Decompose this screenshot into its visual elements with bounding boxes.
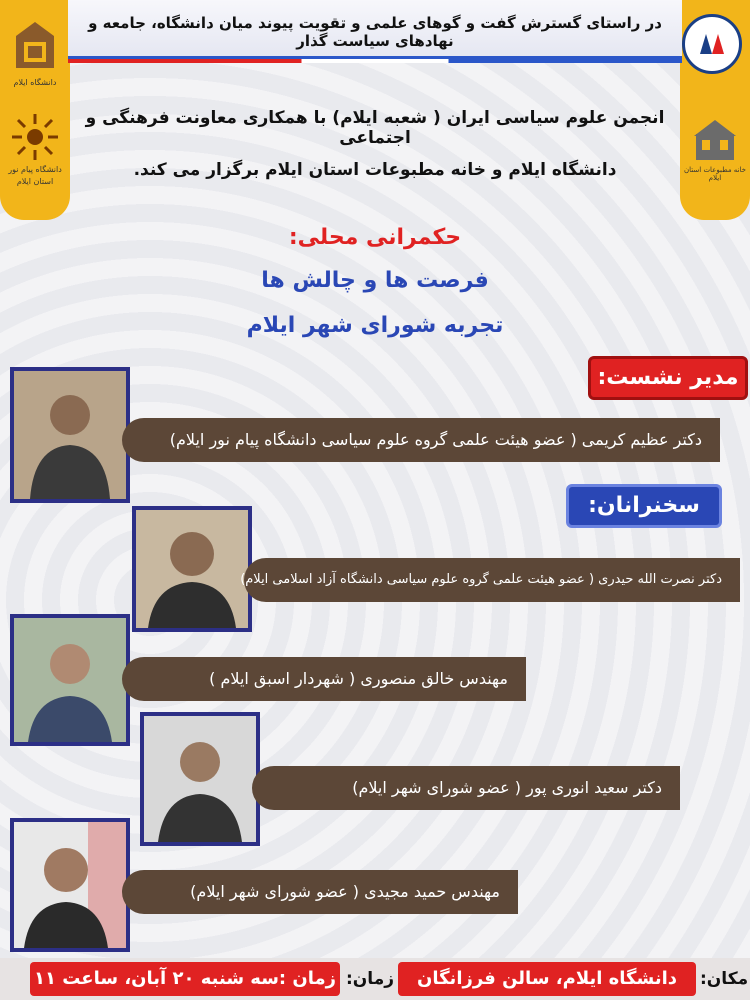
- political-science-association-logo: [682, 14, 742, 74]
- ilam-university-logo-text: دانشگاه ایلام: [13, 78, 57, 87]
- speaker-name: دکتر نصرت الله حیدری ( عضو هیئت علمی گروه علوم سیاسی دانشگاه آزاد اسلامی ایلام): [240, 572, 722, 587]
- speakers-heading: سخنرانان:: [566, 484, 722, 528]
- payame-noor-logo-icon: [10, 112, 60, 162]
- speaker-name: دکتر سعید انوری پور ( عضو شورای شهر ایلام): [352, 778, 662, 797]
- payame-noor-logo-text-line1: دانشگاه پیام نور: [8, 165, 62, 174]
- place-label: مکان:: [700, 969, 749, 989]
- moderator-name: دکتر عظیم کریمی ( عضو هیئت علمی گروه علوم سیاسی دانشگاه پیام نور ایلام): [169, 430, 702, 449]
- speaker-name-strip: [240, 558, 740, 602]
- event-title-line-1: حکمرانی محلی:: [288, 225, 462, 250]
- speaker-name: مهندس حمید مجیدی ( عضو شورای شهر ایلام): [190, 882, 500, 901]
- person-silhouette-icon: [14, 618, 126, 742]
- header-line: در راستای گسترش گفت و گوهای علمی و تقویت پیوند میان دانشگاه، جامعه و نهادهای سیاست گذار: [88, 14, 662, 50]
- speaker-photo: [132, 506, 252, 632]
- place-value: دانشگاه ایلام، سالن فرزانگان: [398, 962, 696, 996]
- time-value: زمان :سه شنبه ۲۰ آبان، ساعت ۱۱: [30, 962, 340, 996]
- speaker-name-strip: [122, 870, 518, 914]
- person-silhouette-icon: [14, 822, 126, 948]
- speaker-name: مهندس خالق منصوری ( شهردار اسبق ایلام ): [209, 669, 508, 688]
- event-title-line-2: فرصت ها و چالش ها: [261, 268, 489, 293]
- person-silhouette-icon: [144, 716, 256, 842]
- person-silhouette-icon: [14, 371, 126, 499]
- intro-line-1: انجمن علوم سیاسی ایران ( شعبه ایلام) با همکاری معاونت فرهنگی و اجتماعی: [85, 108, 665, 148]
- moderator-heading: مدیر نشست:: [588, 356, 748, 400]
- press-house-logo-text: خانه مطبوعات استان ایلام: [684, 166, 746, 182]
- speaker-name-strip: [252, 766, 680, 810]
- intro-line-2: دانشگاه ایلام و خانه مطبوعات استان ایلام برگزار می کند.: [133, 160, 617, 180]
- payame-noor-logo-text: [2, 164, 68, 188]
- association-emblem-icon: [692, 24, 732, 64]
- speaker-photo: [140, 712, 260, 846]
- event-title-line-3: تجربه شورای شهر ایلام: [246, 313, 504, 338]
- time-label: زمان:: [346, 969, 395, 989]
- speaker-photo: [10, 818, 130, 952]
- speaker-photo: [10, 614, 130, 746]
- person-silhouette-icon: [136, 510, 248, 628]
- ilam-university-logo-icon: [10, 18, 60, 78]
- moderator-photo: [10, 367, 130, 503]
- speaker-name-strip: [122, 657, 526, 701]
- payame-noor-logo-text-line2: استان ایلام: [16, 177, 54, 186]
- moderator-name-strip: [122, 418, 720, 462]
- press-house-logo-icon: [690, 116, 740, 166]
